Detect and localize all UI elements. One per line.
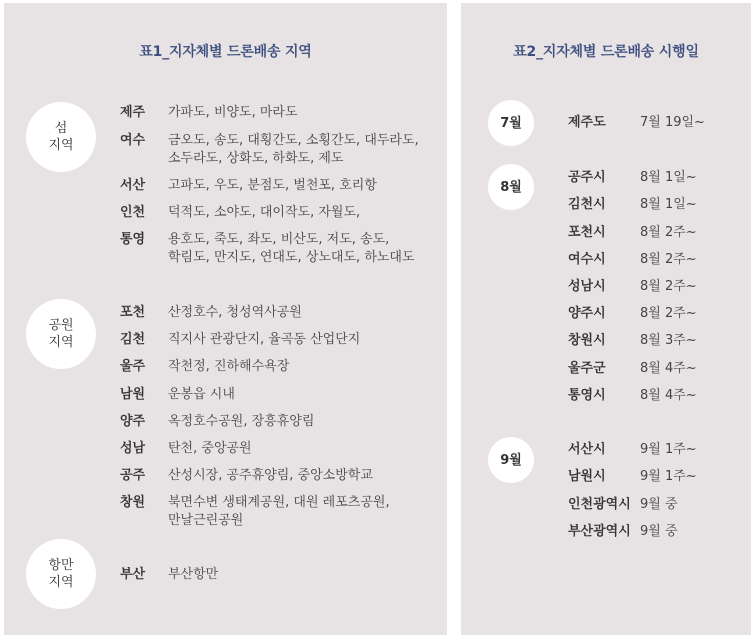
region-spots: 부산항만 <box>168 567 219 582</box>
table-row <box>568 251 697 269</box>
region-name: 양주 <box>120 414 146 429</box>
start-date: 8월 3주~ <box>640 333 697 348</box>
region-name: 통영 <box>120 232 146 247</box>
month-september-badge <box>488 437 534 483</box>
city-name: 제주도 <box>568 115 606 130</box>
region-name: 제주 <box>120 105 146 120</box>
start-date: 8월 1일~ <box>640 197 697 212</box>
month-label: 8월 <box>500 179 522 195</box>
region-name: 창원 <box>120 495 146 510</box>
table-row <box>120 204 360 222</box>
table2-title: 표2_지자체별 드론배송 시행일 <box>513 44 699 60</box>
city-name: 서산시 <box>568 442 606 457</box>
start-date: 7월 19일~ <box>640 115 705 130</box>
group-label: 공원 지역 <box>48 318 74 350</box>
city-name: 통영시 <box>568 388 606 403</box>
month-label: 9월 <box>500 452 522 468</box>
table-row <box>120 331 360 349</box>
region-spots: 직지사 관광단지, 율곡동 산업단지 <box>168 332 361 347</box>
region-spots: 고파도, 우도, 분점도, 벌천포, 호리항 <box>168 178 377 193</box>
group-label: 항만 지역 <box>48 558 74 590</box>
start-date: 8월 2주~ <box>640 279 697 294</box>
table-row <box>120 467 373 485</box>
table-row <box>568 224 697 242</box>
month-label: 7월 <box>500 115 522 131</box>
group-island-badge <box>26 102 96 172</box>
group-park-badge <box>26 299 96 369</box>
region-spots: 덕적도, 소야도, 대이작도, 자월도, <box>168 205 361 220</box>
city-name: 양주시 <box>568 306 606 321</box>
start-date: 8월 2주~ <box>640 252 697 267</box>
table-row <box>120 413 314 431</box>
table-row <box>568 114 705 132</box>
table-row <box>568 278 697 296</box>
city-name: 여수시 <box>568 252 606 267</box>
start-date: 9월 1주~ <box>640 442 697 457</box>
start-date: 9월 중 <box>640 497 678 512</box>
city-name: 성남시 <box>568 279 606 294</box>
region-spots: 운봉읍 시내 <box>168 387 235 402</box>
start-date: 8월 2주~ <box>640 225 697 240</box>
table-row <box>120 494 390 530</box>
region-name: 인천 <box>120 205 146 220</box>
table-row <box>120 440 252 458</box>
region-name: 남원 <box>120 387 146 402</box>
region-spots: 산성시장, 공주휴양림, 중앙소방학교 <box>168 468 373 483</box>
table1-title: 표1_지자체별 드론배송 지역 <box>139 44 312 60</box>
month-july-badge <box>488 100 534 146</box>
table-row <box>120 177 377 195</box>
region-name: 서산 <box>120 178 146 193</box>
start-date: 9월 중 <box>640 524 678 539</box>
region-spots: 용호도, 죽도, 좌도, 비산도, 저도, 송도, 학림도, 만지도, 연대도, 상노대도, 하노대도 <box>168 232 415 265</box>
group-port-badge <box>26 539 96 609</box>
start-date: 8월 2주~ <box>640 306 697 321</box>
month-august-badge <box>488 164 534 210</box>
table-row <box>120 304 302 322</box>
table-row <box>568 169 697 187</box>
start-date: 8월 1일~ <box>640 170 697 185</box>
table-row <box>120 386 235 404</box>
region-name: 공주 <box>120 468 146 483</box>
table-row <box>120 132 419 168</box>
start-date: 9월 1주~ <box>640 469 697 484</box>
region-spots: 북면수변 생태계공원, 대원 레포츠공원, 만날근린공원 <box>168 495 390 528</box>
table-row <box>568 523 678 541</box>
city-name: 김천시 <box>568 197 606 212</box>
region-name: 울주 <box>120 359 146 374</box>
table-row <box>568 468 697 486</box>
region-name: 여수 <box>120 133 146 148</box>
region-name: 김천 <box>120 332 146 347</box>
table2-panel <box>461 3 751 635</box>
region-spots: 탄천, 중앙공원 <box>168 441 252 456</box>
table-row <box>568 441 697 459</box>
table-row <box>120 104 298 122</box>
table-row <box>568 196 697 214</box>
region-spots: 작천정, 진하해수욕장 <box>168 359 290 374</box>
region-name: 포천 <box>120 305 146 320</box>
start-date: 8월 4주~ <box>640 388 697 403</box>
city-name: 울주군 <box>568 361 606 376</box>
region-name: 부산 <box>120 567 146 582</box>
table-row <box>568 305 697 323</box>
region-name: 성남 <box>120 441 146 456</box>
table-row <box>120 358 289 376</box>
table-row <box>568 332 697 350</box>
region-spots: 가파도, 비양도, 마라도 <box>168 105 298 120</box>
region-spots: 옥정호수공원, 장흥휴양림 <box>168 414 315 429</box>
table-row <box>568 387 697 405</box>
city-name: 공주시 <box>568 170 606 185</box>
table-row <box>120 566 218 584</box>
city-name: 인천광역시 <box>568 497 631 512</box>
region-spots: 산정호수, 청성역사공원 <box>168 305 302 320</box>
region-spots: 금오도, 송도, 대횡간도, 소횡간도, 대두라도, 소두라도, 상화도, 하화도, 제도 <box>168 133 419 166</box>
city-name: 부산광역시 <box>568 524 631 539</box>
table-row <box>568 360 697 378</box>
table-row <box>120 231 415 267</box>
group-label: 섬 지역 <box>48 121 74 153</box>
table1-panel <box>4 3 447 635</box>
city-name: 남원시 <box>568 469 606 484</box>
start-date: 8월 4주~ <box>640 361 697 376</box>
city-name: 포천시 <box>568 225 606 240</box>
table-row <box>568 496 678 514</box>
city-name: 창원시 <box>568 333 606 348</box>
